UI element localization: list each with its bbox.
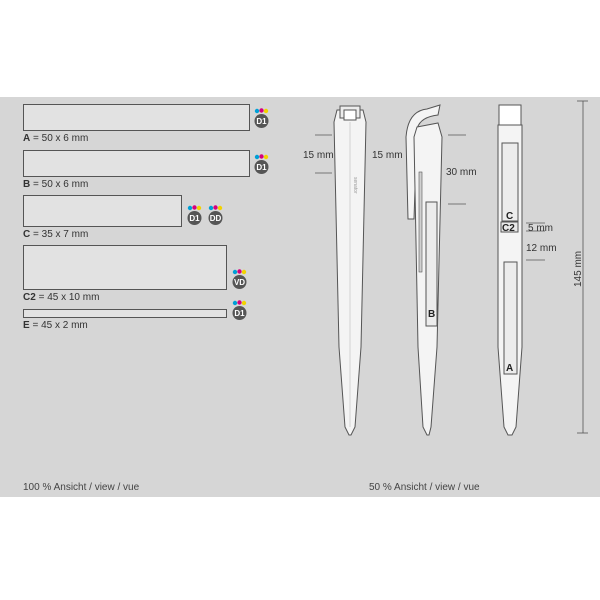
dim-label-pen2-clip: 15 mm <box>372 150 403 161</box>
svg-text:D1: D1 <box>256 163 267 172</box>
imprint-label-e: E = 45 x 2 mm <box>23 320 88 331</box>
pen-drawings <box>290 97 600 497</box>
dim-label-total-length: 145 mm <box>573 250 584 287</box>
print-method-d1-icon <box>231 300 248 320</box>
pen-front-view <box>334 106 366 435</box>
imprint-label-b: B = 50 x 6 mm <box>23 179 89 190</box>
svg-text:D1: D1 <box>256 117 267 126</box>
dim-label-pen1-clip: 15 mm <box>303 150 334 161</box>
footer-caption-left: 100 % Ansicht / view / vue <box>23 482 140 493</box>
area-label-c: C <box>506 211 514 222</box>
diagram-panel <box>0 97 600 497</box>
imprint-box-e <box>23 309 227 318</box>
dim-label-gap: 12 mm <box>526 243 557 254</box>
svg-text:D1: D1 <box>234 309 245 318</box>
svg-text:VD: VD <box>233 278 246 287</box>
dim-label-c2-height: 5 mm <box>528 223 553 234</box>
pen-front-brand-text: senator <box>352 177 358 194</box>
print-method-d1-icon <box>186 205 203 225</box>
imprint-label-c: C = 35 x 7 mm <box>23 229 89 240</box>
imprint-label-c2: C2 = 45 x 10 mm <box>23 292 100 303</box>
area-label-b: B <box>428 309 436 320</box>
dim-label-pen2-area: 30 mm <box>446 167 477 178</box>
imprint-box-c2 <box>23 245 227 290</box>
print-method-dd-icon <box>207 205 224 225</box>
print-method-vd-icon <box>231 269 248 289</box>
imprint-label-a: A = 50 x 6 mm <box>23 133 89 144</box>
pen-side-view <box>406 105 442 435</box>
area-label-a: A <box>506 363 514 374</box>
svg-text:DD: DD <box>209 214 222 223</box>
svg-text:D1: D1 <box>189 214 200 223</box>
imprint-box-b <box>23 150 250 177</box>
print-method-d1-icon <box>253 108 270 128</box>
imprint-box-a <box>23 104 250 131</box>
print-method-d1-icon <box>253 154 270 174</box>
footer-caption-right: 50 % Ansicht / view / vue <box>369 482 480 493</box>
pen-back-view <box>498 105 522 435</box>
area-label-c2: C2 <box>502 223 515 234</box>
imprint-box-c <box>23 195 182 227</box>
